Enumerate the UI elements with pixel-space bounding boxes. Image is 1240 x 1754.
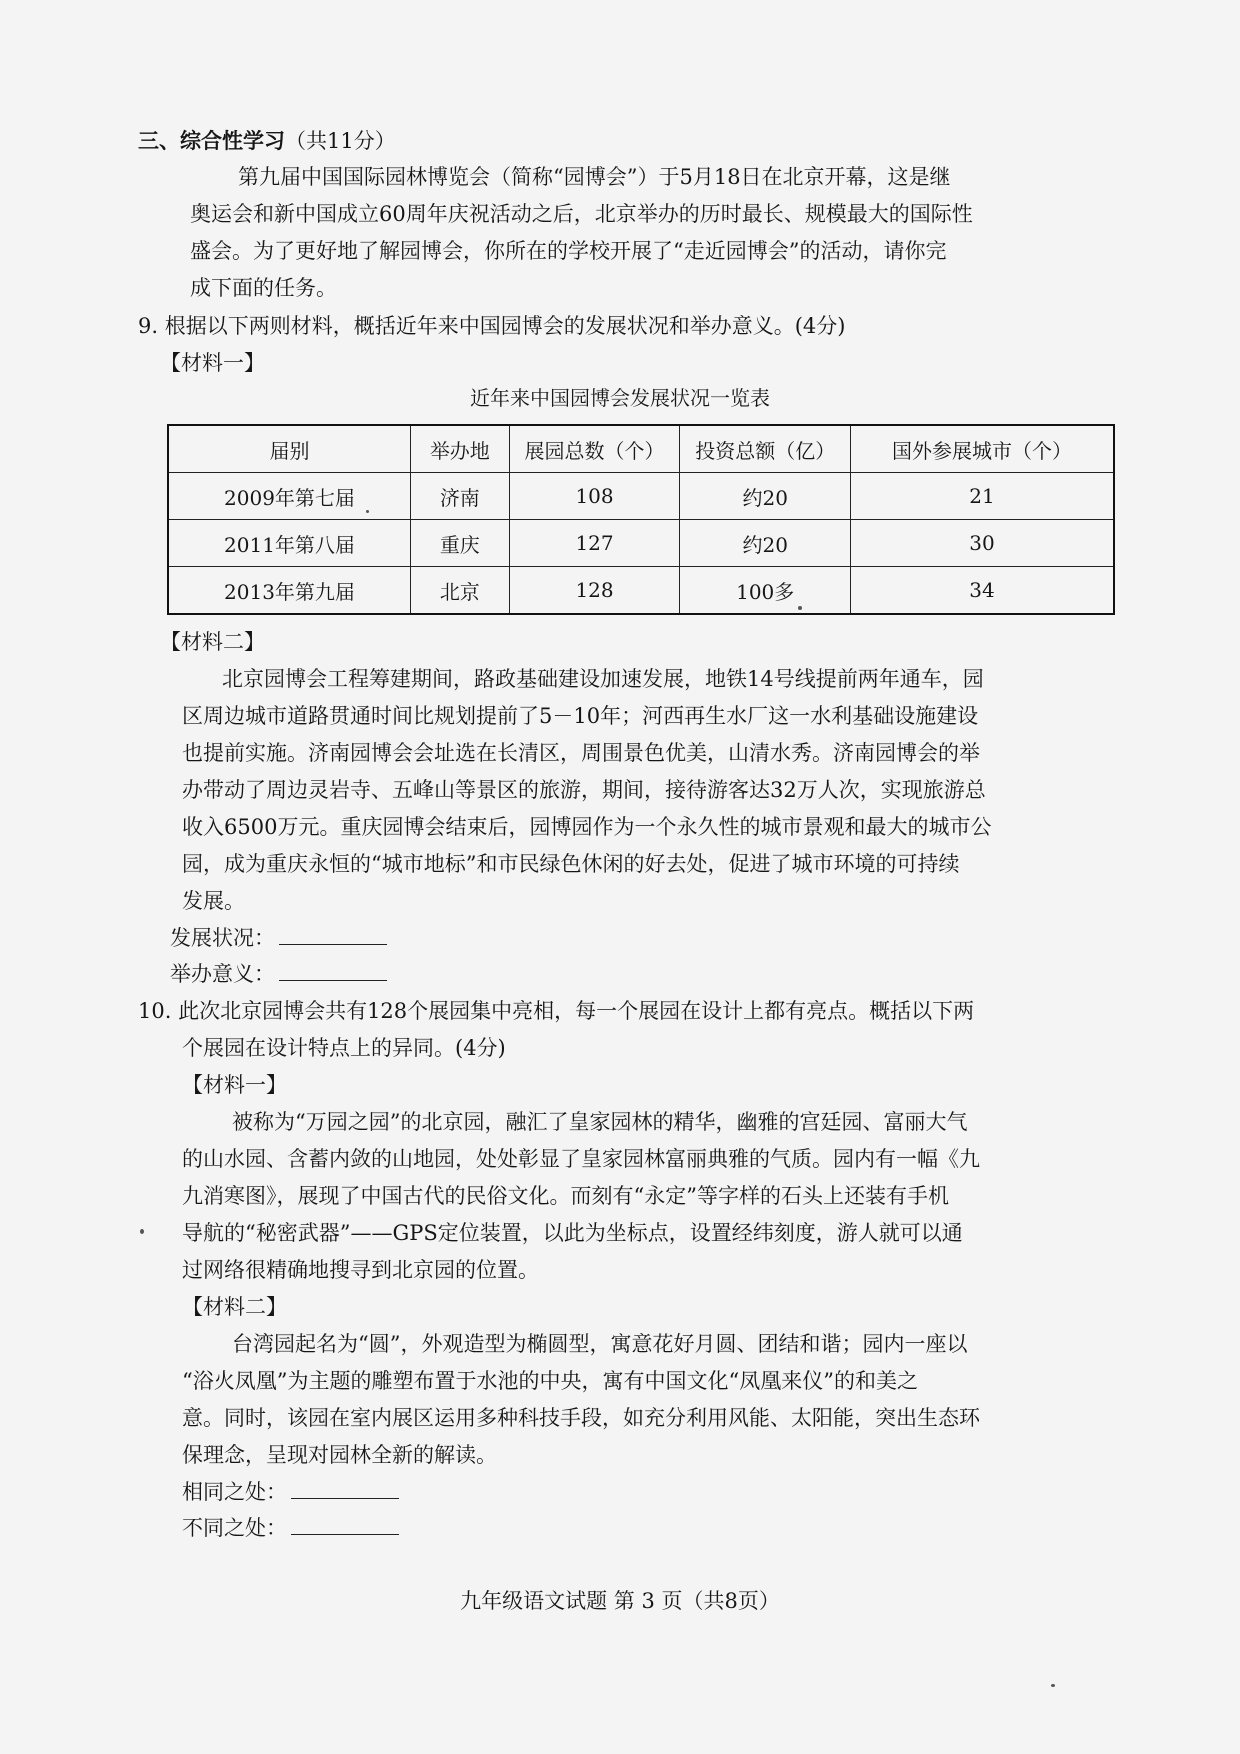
q9-material2-line: 北京园博会工程筹建期间，路政基础建设加速发展，地铁14号线提前两年通车，园 bbox=[222, 667, 984, 691]
q9-answer-significance bbox=[170, 959, 387, 989]
table-cell: 约20 bbox=[680, 473, 851, 520]
intro-line: 盛会。为了更好地了解园博会，你所在的学校开展了“走近园博会”的活动，请你完 bbox=[190, 239, 947, 263]
table-row bbox=[168, 473, 1114, 520]
q10-material2-line: 台湾园起名为“圆”，外观造型为椭圆型，寓意花好月圆、团结和谐；园内一座以 bbox=[232, 1332, 968, 1356]
page-footer: 九年级语文试题 第 3 页（共8页） bbox=[460, 1589, 780, 1613]
table-header-cell: 投资总额（亿） bbox=[680, 425, 851, 473]
q10-answer-similarities bbox=[182, 1477, 399, 1507]
section-header bbox=[138, 126, 396, 156]
q9-material2-line: 办带动了周边灵岩寺、五峰山等景区的旅游，期间，接待游客达32万人次，实现旅游总 bbox=[182, 778, 986, 802]
table-cell: 北京 bbox=[410, 567, 509, 615]
q10-material1-line: 导航的“秘密武器”——GPS定位装置，以此为坐标点，设置经纬刻度，游人就可以通 bbox=[182, 1221, 963, 1245]
section-score: （共11分） bbox=[285, 129, 396, 153]
q9-material2-line: 区周边城市道路贯通时间比规划提前了5－10年；河西再生水厂这一水利基础设施建设 bbox=[182, 704, 979, 728]
table-cell: 21 bbox=[851, 473, 1114, 520]
answer-blank[interactable] bbox=[279, 924, 387, 945]
answer-label: 不同之处： bbox=[182, 1516, 287, 1540]
table-row bbox=[168, 567, 1114, 615]
table-cell: 128 bbox=[509, 567, 680, 615]
q10-stem: 10. 此次北京园博会共有128个展园集中亮相，每一个展园在设计上都有亮点。概括以下两 bbox=[138, 999, 975, 1023]
q10-stem: 个展园在设计特点上的异同。(4分) bbox=[182, 1036, 506, 1060]
q10-material1-line: 九消寒图》，展现了中国古代的民俗文化。而刻有“永定”等字样的石头上还装有手机 bbox=[182, 1184, 949, 1208]
table-header-cell: 届别 bbox=[168, 425, 410, 473]
answer-blank[interactable] bbox=[291, 1478, 399, 1499]
answer-label: 相同之处： bbox=[182, 1480, 287, 1504]
table-header-row bbox=[168, 425, 1114, 473]
q9-stem: 9. 根据以下两则材料，概括近年来中国园博会的发展状况和举办意义。(4分) bbox=[138, 314, 846, 338]
scan-speck bbox=[1051, 1684, 1055, 1687]
table-cell: 济南 bbox=[410, 473, 509, 520]
q10-material1-line: 被称为“万园之园”的北京园，融汇了皇家园林的精华，幽雅的宫廷园、富丽大气 bbox=[232, 1110, 968, 1134]
q9-material2-line: 收入6500万元。重庆园博会结束后，园博园作为一个永久性的城市景观和最大的城市公 bbox=[182, 815, 992, 839]
table-cell: 2009年第七届 bbox=[168, 473, 410, 520]
table-cell: 重庆 bbox=[410, 520, 509, 567]
table-cell: 127 bbox=[509, 520, 680, 567]
table-cell: 34 bbox=[851, 567, 1114, 615]
answer-blank[interactable] bbox=[291, 1514, 399, 1535]
expo-table bbox=[167, 424, 1115, 615]
table-caption: 近年来中国园博会发展状况一览表 bbox=[470, 386, 770, 410]
q10-material2-line: 意。同时，该园在室内展区运用多种科技手段，如充分利用风能、太阳能，突出生态环 bbox=[182, 1406, 980, 1430]
scan-speck bbox=[366, 510, 369, 513]
answer-label: 发展状况： bbox=[170, 926, 275, 950]
table-cell: 100多 bbox=[680, 567, 851, 615]
answer-label: 举办意义： bbox=[170, 962, 275, 986]
q10-answer-differences bbox=[182, 1513, 399, 1543]
table-cell: 约20 bbox=[680, 520, 851, 567]
q9-material2-label: 【材料二】 bbox=[160, 630, 265, 654]
q10-material1-line: 的山水园、含蓄内敛的山地园，处处彰显了皇家园林富丽典雅的气质。园内有一幅《九 bbox=[182, 1147, 980, 1171]
table-header-cell: 举办地 bbox=[410, 425, 509, 473]
table-cell: 30 bbox=[851, 520, 1114, 567]
q10-material1-line: 过网络很精确地搜寻到北京园的位置。 bbox=[182, 1258, 539, 1282]
table-header-cell: 国外参展城市（个） bbox=[851, 425, 1114, 473]
scan-speck bbox=[798, 606, 802, 610]
table-row bbox=[168, 520, 1114, 567]
section-title: 三、综合性学习 bbox=[138, 128, 285, 153]
q9-material1-label: 【材料一】 bbox=[160, 351, 265, 375]
table-cell: 108 bbox=[509, 473, 680, 520]
q10-material2-line: 保理念，呈现对园林全新的解读。 bbox=[182, 1443, 497, 1467]
table-header-cell: 展园总数（个） bbox=[509, 425, 680, 473]
q9-material2-line: 园，成为重庆永恒的“城市地标”和市民绿色休闲的好去处，促进了城市环境的可持续 bbox=[182, 852, 960, 876]
q10-material1-label: 【材料一】 bbox=[182, 1073, 287, 1097]
q10-material2-line: “浴火凤凰”为主题的雕塑布置于水池的中央，寓有中国文化“凤凰来仪”的和美之 bbox=[182, 1369, 918, 1393]
intro-line: 成下面的任务。 bbox=[190, 276, 337, 300]
answer-blank[interactable] bbox=[279, 960, 387, 981]
q9-material2-line: 也提前实施。济南园博会会址选在长清区，周围景色优美，山清水秀。济南园博会的举 bbox=[182, 741, 980, 765]
q9-answer-development bbox=[170, 923, 387, 953]
q9-material2-line: 发展。 bbox=[182, 889, 245, 913]
q10-material2-label: 【材料二】 bbox=[182, 1295, 287, 1319]
scan-speck bbox=[140, 1229, 144, 1234]
intro-line: 奥运会和新中国成立60周年庆祝活动之后，北京举办的历时最长、规模最大的国际性 bbox=[190, 202, 973, 226]
intro-line: 第九届中国国际园林博览会（简称“园博会”）于5月18日在北京开幕，这是继 bbox=[238, 165, 951, 189]
table-cell: 2013年第九届 bbox=[168, 567, 410, 615]
table-cell: 2011年第八届 bbox=[168, 520, 410, 567]
